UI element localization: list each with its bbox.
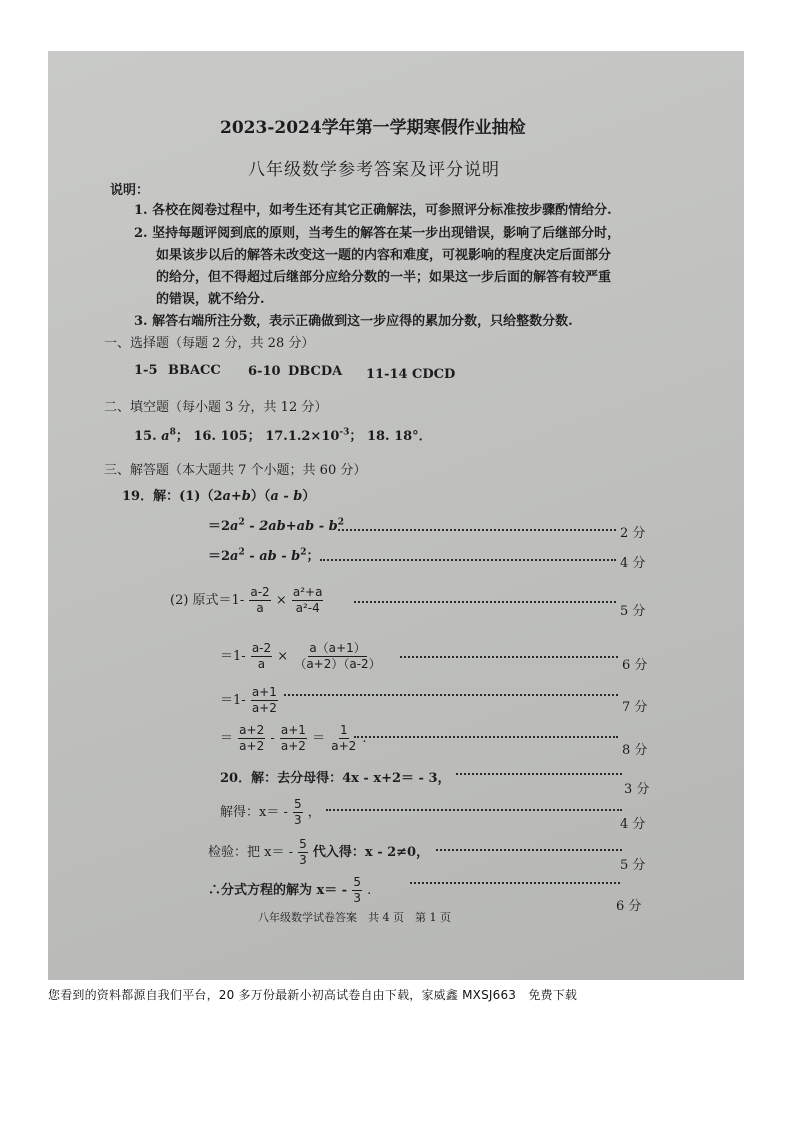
section-1-heading: 一、选择题（每题 2 分，共 28 分） [104, 336, 315, 351]
q19-head-part-5: ） [302, 489, 316, 504]
q19-head-part-3: ）（ [250, 489, 271, 504]
q20-conclusion-prefix: ∴分式方程的解为 x＝ - [208, 883, 348, 898]
q19-step-1-exp-2: 2 [337, 517, 344, 528]
fraction-denominator: a [256, 601, 264, 615]
answer-group-2-label: 6-10 [248, 364, 281, 379]
equals-sign: ＝ [312, 731, 326, 746]
q19-head-part-4: a - b [270, 489, 303, 504]
fraction-denominator: a+2 [280, 739, 306, 753]
fraction-numerator: 1 [339, 723, 348, 737]
source-notice: 您看到的资料都源自我们平台，20 多万份最新小初高试卷自由下载，家威鑫 MXSJ663 免费下载 [48, 988, 578, 1002]
score-2: 2 分 [620, 526, 646, 541]
note-item-2-line-2: 如果该步以后的解答未改变这一题的内容和难度，可视影响的程度决定后面部分 [156, 248, 612, 263]
fraction-numerator: 5 [299, 837, 307, 851]
note-item-2-line-4: 的错误，就不给分. [156, 292, 265, 307]
leader-dots [410, 882, 620, 884]
fraction-denominator: （a+2）（a-2） [294, 657, 381, 671]
leader-dots [436, 849, 622, 851]
q18-text: ； 18. 18°． [349, 429, 432, 444]
leader-dots [326, 809, 622, 811]
q20-heading: 20．解：去分母得：4x - x+2＝ - 3， [220, 771, 451, 786]
minus-sign: - [270, 731, 275, 746]
q17-exponent: -3 [339, 427, 350, 438]
score-6: 6 分 [622, 658, 648, 673]
note-item-3: 3. 解答右端所注分数，表示正确做到这一步应得的累加分数，只给整数分数. [134, 314, 573, 329]
fraction-denominator: 3 [353, 891, 361, 905]
score-8: 8 分 [622, 743, 648, 758]
q20-conclusion [208, 875, 371, 906]
fraction [280, 723, 307, 754]
q19-head-part-1: 19．解：(1)（2 [122, 489, 223, 504]
fraction-denominator: a [257, 657, 266, 671]
step-end-comma: ， [307, 805, 321, 820]
fraction-numerator: a-2 [251, 641, 272, 655]
leader-dots [456, 773, 622, 775]
document-subtitle: 八年级数学参考答案及评分说明 [248, 160, 500, 180]
q19-step-2-exp-1: 2 [238, 547, 245, 558]
fraction [249, 585, 270, 616]
answer-group-3: CDCD [412, 367, 456, 382]
step-end-period: . [362, 731, 367, 746]
fraction-numerator: a²+a [292, 585, 323, 599]
fraction-numerator: a+1 [280, 723, 306, 737]
q20-check [208, 837, 429, 868]
score-6: 6 分 [616, 899, 642, 914]
answer-group-1-label: 1-5 [134, 363, 158, 378]
answer-group-2: DBCDA [288, 364, 343, 379]
q16-q17-text: ； 16. 105； 17. [175, 429, 288, 444]
fraction [352, 875, 362, 906]
notes-heading: 说明： [110, 183, 150, 198]
score-3: 3 分 [624, 782, 650, 797]
fraction [293, 641, 381, 672]
q20-check-suffix: 代入得：x - 2≠0， [312, 845, 430, 860]
leader-dots [320, 559, 616, 561]
fraction [292, 585, 324, 616]
note-item-2-line-3: 的给分，但不得超过后继部分应给分数的一半；如果这一步后面的解答有较严重 [156, 270, 612, 285]
score-7: 7 分 [622, 700, 648, 715]
fraction-numerator: a-2 [250, 585, 270, 599]
q17-coefficient: 1.2×10 [287, 429, 340, 444]
fraction-numerator: a+2 [239, 723, 265, 737]
q20-check-prefix: 检验：把 x＝ - [208, 845, 293, 860]
note-item-2-line-1: 2. 坚持每题评阅到底的原则，当考生的解答在某一步出现错误，影响了后继部分时， [134, 226, 621, 241]
q19-step-3-prefix: ＝1- [220, 649, 246, 664]
q20-solve [220, 797, 321, 828]
q19-step-2-part-1: ＝2 [208, 549, 231, 564]
times-sign: × [277, 649, 289, 664]
fraction [330, 723, 357, 754]
q19-head-part-2: a+b [222, 489, 251, 504]
q19-step-2-part-3: - ab - b [244, 549, 301, 564]
fraction-denominator: a²-4 [295, 601, 320, 615]
fraction [251, 685, 278, 716]
q19-step-3 [220, 641, 383, 672]
q20-solve-prefix: 解得：x＝ - [220, 805, 288, 820]
page-footer: 八年级数学试卷答案 共 4 页 第 1 页 [258, 911, 451, 924]
q19-heading [122, 485, 315, 504]
note-item-1: 1. 各校在阅卷过程中，如考生还有其它正确解法，可参照评分标准按步骤酌情给分. [134, 203, 612, 218]
section-3-heading: 三、解答题（本大题共 7 个小题；共 60 分） [104, 463, 367, 478]
fraction-denominator: a+2 [251, 701, 277, 715]
fraction-numerator: a（a+1） [309, 641, 366, 655]
fraction [298, 837, 308, 868]
q19-step-1 [208, 515, 344, 534]
q19-step-1-part-2: a [230, 519, 239, 534]
scanned-answer-sheet [48, 51, 744, 980]
times-sign: × [275, 593, 287, 608]
fraction-numerator: 5 [294, 797, 302, 811]
leader-dots [338, 529, 616, 531]
q19-step-2-part-2: a [230, 549, 239, 564]
fill-in-answers [134, 425, 432, 444]
q15-label: 15. [134, 429, 157, 444]
q15-base: a [161, 429, 170, 444]
q15-exponent: 8 [169, 427, 176, 438]
score-5: 5 分 [620, 604, 646, 619]
leader-dots [284, 694, 618, 696]
leader-dots [354, 736, 618, 738]
fraction-numerator: a+1 [251, 685, 277, 699]
score-4: 4 分 [620, 556, 646, 571]
q19-part-2-label: (2) 原式＝1- [170, 593, 245, 608]
q19-step-4-prefix: ＝1- [220, 693, 246, 708]
q19-step-5 [220, 723, 367, 754]
fraction-numerator: 5 [353, 875, 361, 889]
q19-step-2-part-4: ； [306, 549, 320, 564]
q19-step-5-prefix: ＝ [220, 731, 234, 746]
section-2-heading: 二、填空题（每小题 3 分，共 12 分） [104, 400, 328, 415]
step-end-period: . [367, 883, 372, 898]
leader-dots [354, 601, 616, 603]
answer-group-1: BBACC [168, 363, 221, 378]
answer-group-3-label: 11-14 [366, 367, 408, 382]
fraction [293, 797, 303, 828]
fraction-denominator: a+2 [331, 739, 357, 753]
q19-step-2-exp-2: 2 [300, 547, 307, 558]
score-5: 5 分 [620, 858, 646, 873]
q19-step-2 [208, 545, 320, 564]
q19-part-2-original [170, 585, 324, 616]
document-title: 2023-2024学年第一学期寒假作业抽检 [220, 118, 526, 138]
fraction-denominator: a+2 [239, 739, 265, 753]
fraction-denominator: 3 [299, 853, 307, 867]
q19-step-1-exp-1: 2 [238, 517, 245, 528]
leader-dots [400, 656, 618, 658]
fraction [238, 723, 265, 754]
fraction-denominator: 3 [294, 813, 302, 827]
q19-step-1-part-1: ＝2 [208, 519, 231, 534]
q19-step-4 [220, 685, 279, 716]
fraction [251, 641, 272, 672]
score-4: 4 分 [620, 817, 646, 832]
q19-step-1-part-3: - 2ab+ab - b [244, 519, 338, 534]
